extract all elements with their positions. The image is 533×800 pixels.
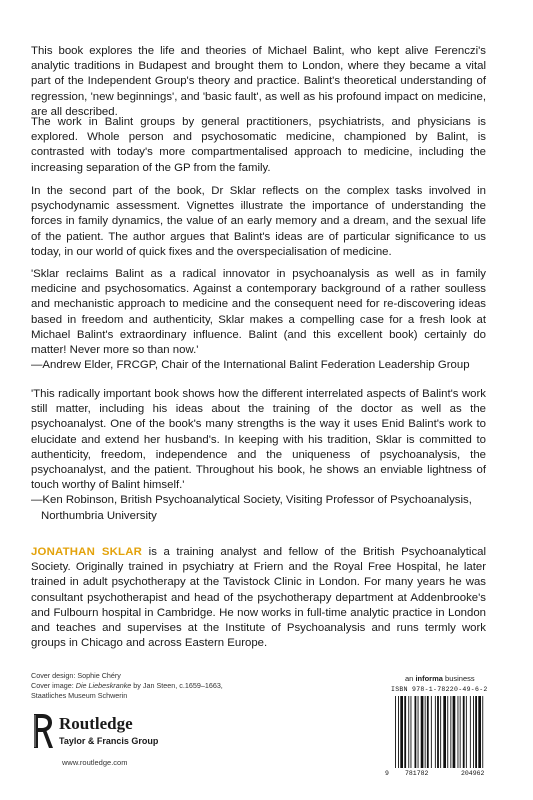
barcode-digits-right: 204962 — [461, 770, 485, 777]
informa-tagline: an informa business — [405, 674, 475, 683]
barcode-digit-first: 9 — [385, 770, 389, 777]
author-bio — [31, 545, 486, 651]
bio-body: is a training analyst and fellow of the British Psychoanalytical Society. Originally trained in psychiatry at Friern and the Royal Free Hospital, he later trained in adult psychotherapy at the Tavistock Clinic in London. For many years he was consultant psychotherapist and head of the psychotherapy department at Addenbrooke's and Fulbourn hospital in Cambridge. He now works in full-time analytic practice in London and teaches and supervises at the Institute of Psychoanalysis and runs termly work groups in Chicago and across Eastern Europe. — [31, 546, 487, 650]
bio-text — [31, 545, 486, 651]
publisher-website: www.routledge.com — [62, 758, 128, 767]
quote-attribution: —Andrew Elder, FRCGP, Chair of the International Balint Federation Leadership Group — [31, 359, 470, 372]
routledge-r-icon — [32, 712, 54, 750]
publisher-name: Routledge — [59, 714, 133, 733]
endorsement-quote-1 — [31, 267, 486, 373]
artwork-title: Die Liebeskranke — [75, 681, 132, 690]
informa-wordmark: informa — [415, 674, 443, 683]
cover-design-credit: Cover design: Sophie Chéry — [31, 671, 121, 680]
author-name: JONATHAN SKLAR — [31, 546, 143, 558]
quote-text: 'This radically important book shows how the different interrelated aspects of Balint's work still matter, including his ideas about the training of the doctor as well as the psychoanalyst. One of the book's many strengths is the way it uses Enid Balint's work to elucidate and extend her husband's. In keeping with his tradition, Sklar is committed to authenticity, freedom, independence and the uniqueness of psychoanalysis, the psychoanalyst, and the patient. Throughout his book, he shows an enviable lightness of touch worthy of Balint himself.' — [31, 388, 486, 492]
barcode-icon — [389, 696, 513, 768]
paragraph-text: The work in Balint groups by general practitioners, psychiatrists, and physicians is explored. Whole person and psychosomatic medicine, championed by Balint, is contrasted with today's more compartmentalised approach to medicine, including the increasing separation of the GP from the family. — [31, 116, 486, 174]
routledge-logo — [32, 712, 192, 762]
description-paragraph-3 — [31, 184, 486, 260]
isbn-text: ISBN 978-1-78220-49-6-2 — [391, 686, 488, 693]
description-paragraph-2 — [31, 115, 486, 176]
cover-credits — [31, 671, 223, 701]
isbn-barcode — [385, 684, 517, 780]
quote-attribution: —Ken Robinson, British Psychoanalytical Society, Visiting Professor of Psychoanalysis, — [31, 494, 472, 507]
publisher-group: Taylor & Francis Group — [59, 736, 159, 746]
museum-credit: Staatliches Museum Schwerin — [31, 691, 128, 700]
endorsement-quote-2 — [31, 387, 486, 524]
paragraph-text: In the second part of the book, Dr Sklar reflects on the complex tasks involved in psychodynamic assessment. Vignettes illustrate the importance of understanding the forces in family dynamics, the value of an early memory and a dream, and the sexual life of the patient. The author argues that Balint's ideas are of particular significance to us today, in our world of quick fixes and the overspecialisation of medicine. — [31, 185, 486, 258]
cover-image-credit: Cover image: Die Liebeskranke by Jan Steen, c.1659–1663, — [31, 681, 223, 690]
quote-attribution-continued: Northumbria University — [41, 509, 157, 522]
barcode-digits-left: 781782 — [405, 770, 429, 777]
quote-text: 'Sklar reclaims Balint as a radical innovator in psychoanalysis as well as in family medicine and psychosomatics. Against a contemporary background of a rather soulless and mechanistic approach to medicine and the consequent need for re-discovering ideas based in freedom and authenticity, Sklar makes a compelling case for a fresh look at Michael Balint's extraordinary influence. Balint (and this excellent book) certainly do matter! Never more so than now.' — [31, 268, 486, 357]
description-paragraph-1 — [31, 44, 486, 120]
paragraph-text: This book explores the life and theories of Michael Balint, who kept alive Ferenczi's analytic traditions in Budapest and brought them to London, where they became a vital part of the Independent Group's theory and practice. Balint's theoretical understanding of regression, 'new beginnings', and 'basic fault', as well as his profound impact on medicine, are all described. — [31, 45, 486, 118]
